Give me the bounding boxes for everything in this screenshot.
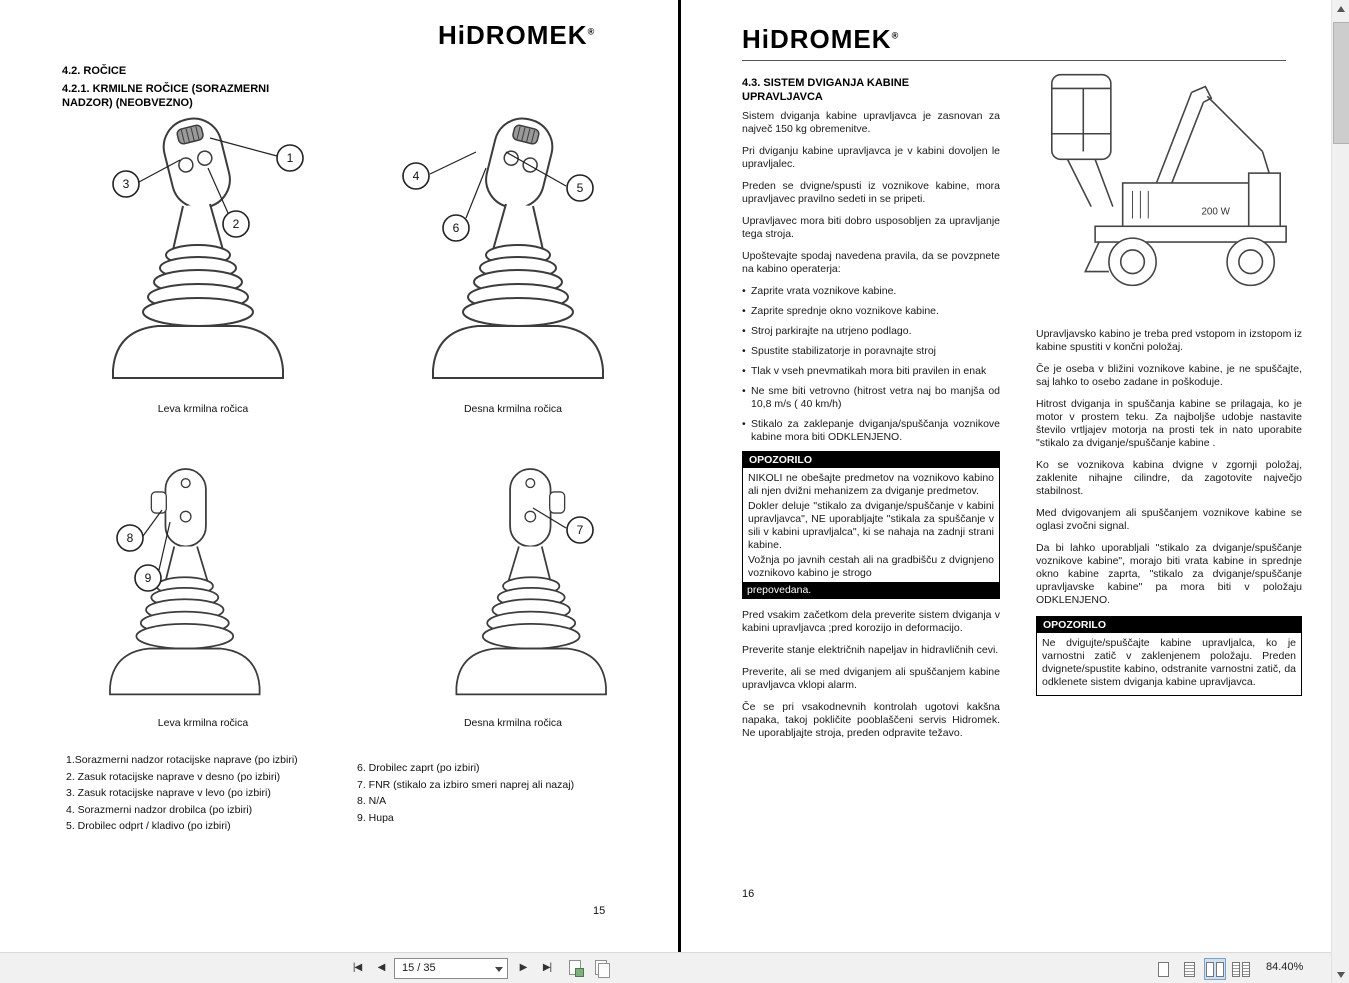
paragraph: Če se pri vsakodnevnih kontrolah ugotovi kakšna napaka, takoj pokličite pooblaščeni servis Hidromek. Ne uporabljajte stroja, preden odpravite težavo. [742, 701, 1000, 739]
joystick-figure-top-left [58, 96, 348, 415]
bullet-item: • Spustite stabilizatorje in poravnajte stroj [742, 345, 1000, 358]
text-column-1 [742, 110, 1000, 749]
scroll-up-button[interactable] [1332, 0, 1349, 17]
legend-item: 5. Drobilec odprt / kladivo (po izbiri) [66, 820, 231, 832]
continuous-view-icon[interactable] [1178, 958, 1200, 980]
warning-text: Vožnja po javnih cestah ali na gradbišču z dvignjeno voznikovo kabino je strogo [748, 554, 994, 579]
legend-item: 8. N/A [357, 795, 387, 807]
svg-text:6: 6 [452, 221, 460, 235]
callout-9 [135, 565, 161, 591]
scroll-down-button[interactable] [1332, 966, 1349, 983]
callout-5 [567, 175, 593, 201]
warning-text: Ne dvigujte/spuščajte kabine upravljalca, ko je varnostni zatič v zaklenjenem položaju. Preden dvignete/spustite kabino, odstranite varnostni zatič, da odklenete sistem dviganja kabine upravljavca. [1042, 637, 1296, 688]
figure-caption: Leva krmilna ročica [157, 403, 249, 415]
registered-mark-icon: ® [891, 30, 900, 41]
bullet-item: • Tlak v vseh pnevmatikah mora biti pravilen in enak [742, 365, 1000, 378]
legend-item: 6. Drobilec zaprt (po izbiri) [357, 762, 480, 774]
document-page-15 [30, 0, 675, 953]
legend-item: 1.Sorazmerni nadzor rotacijske naprave (po izbiri) [66, 754, 298, 766]
paragraph: Pri dviganju kabine upravljavca je v kabini dovoljen le upravljalec. [742, 145, 1000, 170]
joystick-figure-bottom-right [368, 452, 658, 729]
callout-8 [117, 525, 143, 551]
callout-6 [443, 215, 469, 241]
warning-box-1 [742, 451, 1000, 599]
facing-pages-view-icon[interactable] [1204, 958, 1226, 980]
legend-item: 9. Hupa [357, 811, 394, 824]
bullet-item: • Zaprite vrata voznikove kabine. [742, 285, 1000, 298]
figure-caption: Desna krmilna ročica [463, 717, 563, 729]
next-page-button[interactable]: ▶ [519, 962, 527, 973]
triangle-down-icon [1337, 972, 1345, 978]
registered-mark-icon: ® [587, 26, 596, 37]
paragraph: Upravljavec mora biti dobro usposobljen za upravljanje tega stroja. [742, 215, 1000, 240]
bullet-item: • Stroj parkirajte na utrjeno podlago. [742, 325, 1000, 338]
paragraph: Pred vsakim začetkom dela preverite sistem dviganja v kabini upravljavca ;pred korozijo in deformacijo. [742, 609, 1000, 634]
svg-text:9: 9 [144, 571, 152, 585]
chevron-down-icon[interactable] [495, 967, 503, 972]
paragraph: Preverite stanje električnih napeljav in hidravličnih cevi. [742, 644, 999, 656]
paragraph: Upoštevajte spodaj navedena pravila, da se povzpnete na kabino operaterja: [742, 250, 1000, 275]
callout-3 [113, 171, 139, 197]
next-view-icon[interactable] [592, 959, 610, 977]
paragraph: Če je oseba v bližini voznikove kabine, je ne spuščajte, saj lahko to osebo zadane in poškoduje. [1036, 363, 1302, 388]
figure-caption: Desna krmilna ročica [463, 403, 563, 415]
last-page-button[interactable]: ▶| [542, 962, 552, 973]
legend-item: 2. Zasuk rotacijske naprave v desno (po izbiri) [66, 770, 281, 783]
warning-highlight: prepovedana. [743, 582, 999, 598]
page-number: 16 [742, 888, 755, 900]
vertical-scrollbar[interactable] [1331, 0, 1349, 983]
text-column-2 [1036, 328, 1302, 706]
triangle-up-icon [1337, 6, 1345, 12]
page-number-combobox[interactable] [394, 958, 508, 979]
callout-7 [567, 517, 593, 543]
first-page-button[interactable]: |◀ [352, 962, 362, 973]
page-number: 15 [593, 905, 606, 917]
logo-text: HiDROMEK [438, 20, 588, 50]
svg-text:8: 8 [126, 531, 134, 545]
paragraph: Med dvigovanjem ali spuščanjem voznikove kabine se oglasi zvočni signal. [1036, 507, 1302, 532]
section-title: 4.2. ROČICE [62, 65, 127, 77]
paragraph: Preverite, ali se med dviganjem ali spuščanjem kabine upravljavca vklopi alarm. [742, 666, 1000, 691]
warning-title: OPOZORILO [743, 452, 999, 468]
hidromek-logo [742, 24, 899, 55]
figure-caption: Leva krmilna ročica [157, 717, 249, 729]
logo-text: HiDROMEK [742, 24, 892, 54]
single-page-view-icon[interactable] [1152, 958, 1174, 980]
paragraph: Ko se voznikova kabina dvigne v zgornji položaj, zaklenite nihajne cilindre, da zagotovite največjo stabilnost. [1036, 459, 1302, 497]
svg-text:1: 1 [286, 151, 294, 165]
subsection-title: 4.2.1. KRMILNE ROČICE (SORAZMERNI NADZOR) (NEOBVEZNO) [62, 83, 270, 109]
svg-text:3: 3 [122, 177, 130, 191]
hidromek-logo [438, 20, 595, 51]
svg-text:5: 5 [576, 181, 584, 195]
legend-column-right [357, 760, 657, 826]
joystick-figure-top-right [368, 96, 658, 415]
pdf-toolbar [0, 952, 1332, 983]
paragraph: Sistem dviganja kabine upravljavca je zasnovan za največ 150 kg obremenitve. [742, 110, 1000, 135]
legend-item: 7. FNR (stikalo za izbiro smeri naprej ali nazaj) [357, 778, 575, 791]
zoom-level[interactable]: 84.40% [1266, 961, 1304, 973]
previous-view-icon[interactable] [566, 959, 584, 977]
warning-text: NIKOLI ne obešajte predmetov na voznikovo kabino ali njen dvižni mehanizem za dviganje predmetov. [748, 472, 994, 497]
page-divider [678, 0, 681, 953]
svg-text:2: 2 [232, 217, 240, 231]
paragraph: Da bi lahko uporabljali "stikalo za dviganje/spuščanje voznikove kabine", morajo biti vrata kabine in sprednje okno kabine zaprta, "stikalo za dviganje/spuščanje upravljavske kabine" pa mora biti v položaju ODKLENJENO. [1036, 542, 1302, 606]
legend-column-left [66, 752, 358, 835]
legend-item: 4. Sorazmerni nadzor drobilca (po izbiri) [66, 803, 253, 816]
warning-title: OPOZORILO [1037, 617, 1301, 633]
warning-box-2 [1036, 616, 1302, 696]
callout-4 [403, 163, 429, 189]
machine-model-label: 200 W [1201, 206, 1230, 218]
callout-2 [223, 211, 249, 237]
paragraph: Upravljavsko kabino je treba pred vstopom in izstopom iz kabine spustiti v končni položaj. [1036, 328, 1302, 353]
scrollbar-thumb[interactable] [1333, 22, 1349, 144]
bullet-item: • Ne sme biti vetrovno (hitrost vetra naj bo manjša od 10,8 m/s ( 40 km/h) [742, 385, 1000, 411]
excavator-illustration [1038, 55, 1294, 312]
bullet-item: • Zaprite sprednje okno voznikove kabine. [742, 305, 1000, 318]
bullet-item: • Stikalo za zaklepanje dviganja/spuščanja voznikove kabine mora biti ODKLENJENO. [742, 418, 1000, 444]
paragraph: Hitrost dviganja in spuščanja kabine se prilagaja, ko je motor v prostem teku. Za najboljše udobje nastavite število vrtljajev motorja na prosti tek in nato uporabite "stikalo za dviganje/spuščanje kabine . [1036, 398, 1302, 449]
warning-text: Dokler deluje "stikalo za dviganje/spuščanje v kabini upravljavca", NE uporabljajte "stikala za spuščanje v sili v kabini upravljalca", ki se nahaja na zadnji strani kabine. [748, 500, 994, 551]
previous-page-button[interactable]: ◀ [377, 962, 385, 973]
callout-1 [277, 145, 303, 171]
continuous-facing-view-icon[interactable] [1230, 958, 1252, 980]
section-title: 4.3. SISTEM DVIGANJA KABINE UPRAVLJAVCA [742, 77, 910, 103]
document-page-16 [708, 0, 1332, 953]
svg-text:7: 7 [576, 523, 584, 537]
page-number-value: 15 / 35 [402, 962, 436, 974]
joystick-figure-bottom-left [58, 452, 348, 729]
legend-item: 3. Zasuk rotacijske naprave v levo (po izbiri) [66, 787, 271, 799]
svg-text:4: 4 [412, 169, 420, 183]
paragraph: Preden se dvigne/spusti iz voznikove kabine, mora upravljavec pravilno sedeti in se pripeti. [742, 180, 1000, 205]
